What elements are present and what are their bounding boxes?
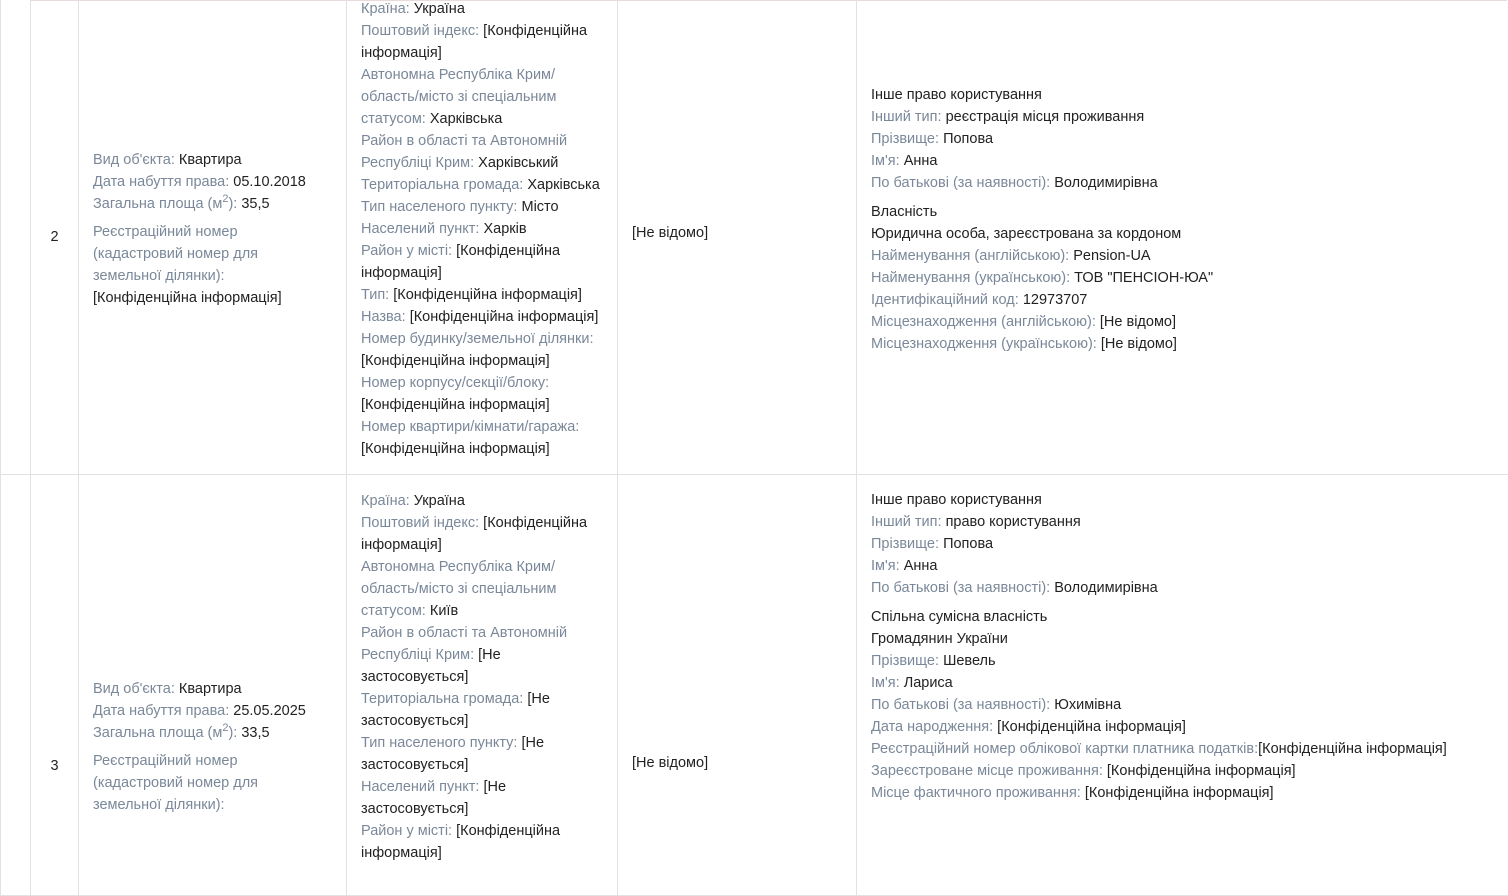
row-number-cell — [31, 0, 79, 475]
address-line: Назва: [Конфіденційна інформація] — [361, 309, 599, 325]
address-line: Номер корпусу/секції/блоку: [Конфіденційна інформація] — [361, 375, 550, 413]
cadastral-label-line1: Реєстраційний номер — [93, 224, 238, 240]
address-line: Район в області та Автономній Республіці Крим: Харківський — [361, 133, 568, 171]
rights-group-joint-ownership: Спільна сумісна власність Громадянин України Прізвище: Шевель Ім'я: Лариса По батькові (за наявності): Юхимівна Дата народження: [Конфіденційна інформація] Реєстраційний номер облікової картки платника податків:[Конфіденційна інформація] Зареєстроване місце проживання: [Конфіденційна інформація] Місце фактичного проживання: [Конфіденційна інформація] — [871, 606, 1494, 804]
address-line: Поштовий індекс: [Конфіденційна інформація] — [361, 515, 588, 553]
row-spacer-cell — [1, 0, 31, 475]
address-line: Район у місті: [Конфіденційна інформація] — [361, 823, 561, 861]
address-line: Номер будинку/земельної ділянки: [Конфіденційна інформація] — [361, 331, 594, 369]
address-line: Населений пункт: Харків — [361, 221, 527, 237]
rights-group-title: Інше право користування — [871, 87, 1042, 103]
address-line: Район в області та Автономній Республіці Крим: [Не застосовується] — [361, 625, 568, 685]
rights-group-title: Інше право користування — [871, 492, 1042, 508]
address-line: Район у місті: [Конфіденційна інформація] — [361, 243, 561, 281]
address-line: Тип: [Конфіденційна інформація] — [361, 287, 582, 303]
rights-cell — [857, 475, 1508, 896]
cadastral-label-line2: (кадастровий номер для — [93, 775, 259, 791]
row-number-cell — [31, 475, 79, 896]
address-line: Автономна Республіка Крим/ область/місто зі спеціальним статусом: Київ — [361, 559, 557, 619]
cadastral-label-line3: земельної ділянки): — [93, 268, 225, 284]
address-line: Автономна Республіка Крим/ область/місто зі спеціальним статусом: Харківська — [361, 67, 557, 127]
object-info-cell — [79, 475, 347, 896]
rights-group-title: Власність — [871, 204, 938, 220]
address-line: Країна: Україна — [361, 493, 465, 509]
cost-cell — [618, 475, 857, 896]
cadastral-label-line2: (кадастровий номер для — [93, 246, 259, 262]
acquisition-date-label: Дата набуття права: — [93, 703, 230, 719]
address-line: Країна: Україна — [361, 1, 465, 17]
cost-cell — [618, 0, 857, 475]
cadastral-label-line3: земельної ділянки): — [93, 797, 225, 813]
address-line: Населений пункт: [Не застосовується] — [361, 779, 507, 817]
area-value: 33,5 — [241, 725, 270, 741]
address-line: Номер квартири/кімнати/гаража: [Конфіденційна інформація] — [361, 419, 580, 457]
cost-value: [Не відомо] — [632, 755, 709, 771]
rights-cell — [857, 0, 1508, 475]
rights-group-subtitle: Юридична особа, зареєстрована за кордоном — [871, 226, 1182, 242]
area-label: Загальна площа $(м^2)$: — [93, 193, 238, 212]
address-line: Територіальна громада: Харківська — [361, 177, 600, 193]
rights-group-usage: Інше право користування Інший тип: право користування Прізвище: Попова Ім'я: Анна По батькові (за наявності): Володимирівна — [871, 489, 1494, 599]
object-info-cell — [79, 0, 347, 475]
rights-group-subtitle: Громадянин України — [871, 631, 1008, 647]
object-type-value: Квартира — [178, 152, 242, 168]
row-number: 3 — [50, 758, 59, 774]
area-value: 35,5 — [241, 196, 270, 212]
address-line: Поштовий індекс: [Конфіденційна інформація] — [361, 23, 588, 61]
object-type-value: Квартира — [178, 681, 242, 697]
rights-group-ownership: Власність Юридична особа, зареєстрована за кордоном Найменування (англійською): Pension-UA Найменування (українською): ТОВ "ПЕНСІОН-ЮА" Ідентифікаційний код: 12973707 Місцезнаходження (англійською): [Не відомо] Місцезнаходження (українською): [Не відомо] — [871, 201, 1494, 355]
cost-value: [Не відомо] — [632, 225, 709, 241]
acquisition-date-value: 05.10.2018 — [233, 174, 306, 190]
address-line: Територіальна громада: [Не застосовується] — [361, 691, 550, 729]
row-spacer-cell — [1, 475, 31, 896]
table-row — [1, 475, 1508, 896]
address-line: Тип населеного пункту: Місто — [361, 199, 559, 215]
row-number: 2 — [50, 229, 59, 245]
rights-group-usage: Інше право користування Інший тип: реєстрація місця проживання Прізвище: Попова Ім'я: Анна По батькові (за наявності): Володимирівна — [871, 84, 1494, 194]
cadastral-label-line1: Реєстраційний номер — [93, 753, 238, 769]
object-type-label: Вид об'єкта: — [93, 152, 175, 168]
object-type-label: Вид об'єкта: — [93, 681, 175, 697]
rights-group-title: Спільна сумісна власність — [871, 609, 1048, 625]
acquisition-date-value: 25.05.2025 — [233, 703, 306, 719]
cadastral-value: [Конфіденційна інформація] — [93, 290, 282, 306]
table-row — [1, 0, 1508, 475]
address-cell — [347, 475, 618, 896]
area-label: Загальна площа $(м^2)$: — [93, 722, 238, 741]
acquisition-date-label: Дата набуття права: — [93, 174, 230, 190]
address-cell — [347, 0, 618, 475]
address-line: Тип населеного пункту: [Не застосовується] — [361, 735, 545, 773]
